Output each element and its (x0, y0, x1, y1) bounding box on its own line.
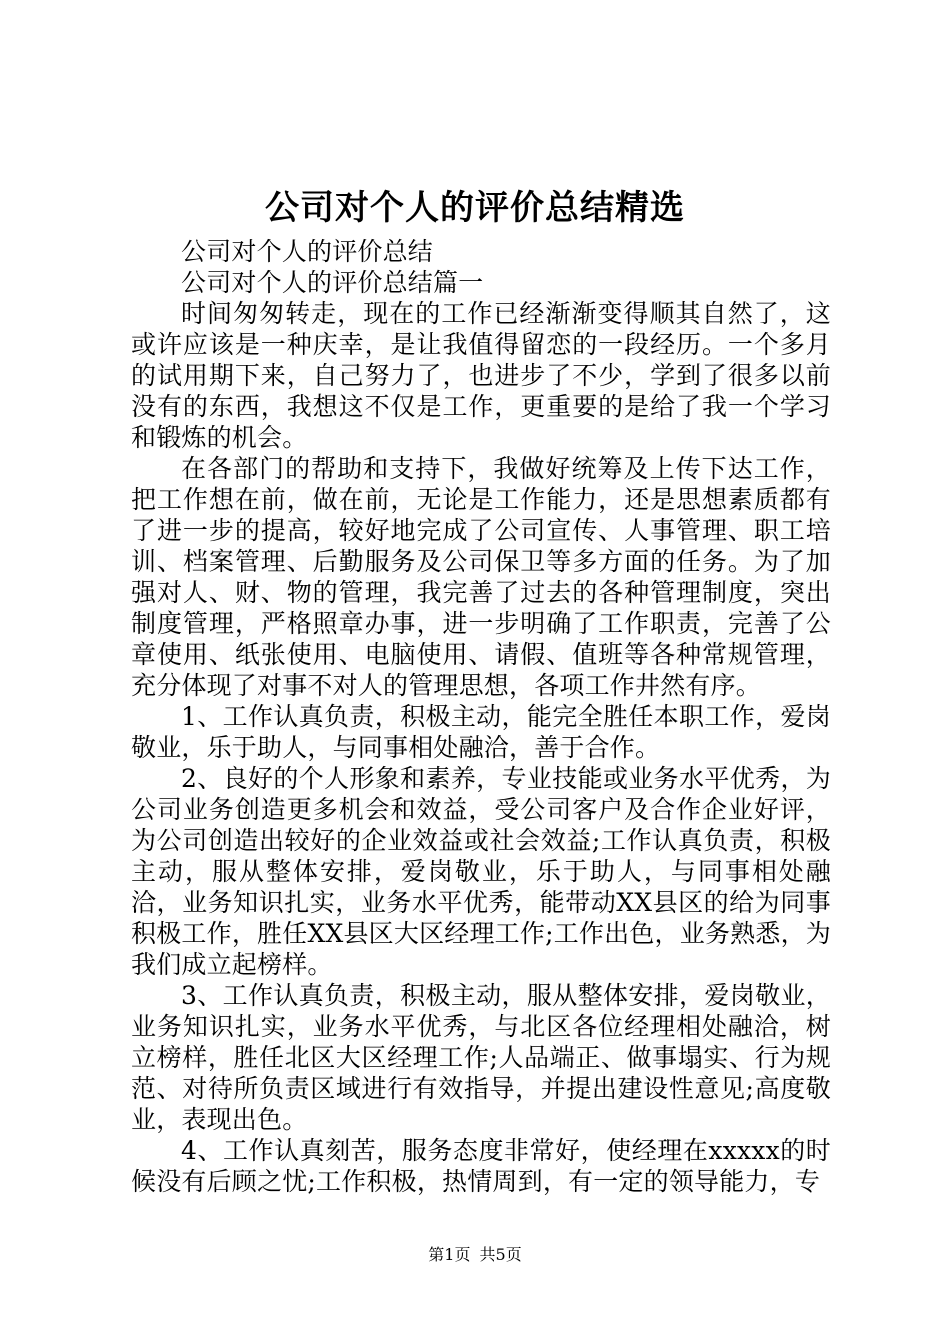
paragraph-item-3: 3、工作认真负责，积极主动，服从整体安排，爱岗敬业，业务知识扎实，业务水平优秀，与北区各位经理相处融洽，树立榜样，胜任北区大区经理工作;人品端正、做事塌实、行为规范、对待所负责区域进行有效指导，并提出建设性意见;高度敬业，表现出色。 (131, 981, 831, 1134)
paragraph-item-1: 1、工作认真负责，积极主动，能完全胜任本职工作，爱岗敬业，乐于助人，与同事相处融洽，善于合作。 (131, 702, 831, 762)
page-footer (0, 1244, 950, 1266)
paragraph-intro: 时间匆匆转走，现在的工作已经渐渐变得顺其自然了，这或许应该是一种庆幸，是让我值得留恋的一段经历。一个多月的试用期下来，自己努力了，也进步了不少，学到了很多以前没有的东西，我想这不仅是工作，更重要的是给了我一个学习和锻炼的机会。 (131, 299, 831, 452)
document-body (131, 236, 831, 1197)
paragraph-section-heading: 公司对个人的评价总结篇一 (181, 268, 484, 297)
page-number: 第1页 (428, 1245, 471, 1264)
paragraph-item-4: 4、工作认真刻苦，服务态度非常好，使经理在xxxxx的时候没有后顾之忧;工作积极，热情周到，有一定的领导能力，专 (131, 1136, 831, 1196)
page-total: 共5页 (479, 1245, 522, 1264)
page-title: 公司对个人的评价总结精选 (265, 188, 685, 228)
paragraph-subtitle: 公司对个人的评价总结 (181, 237, 434, 266)
paragraph-item-2: 2、良好的个人形象和素养，专业技能或业务水平优秀，为公司业务创造更多机会和效益，受公司客户及合作企业好评，为公司创造出较好的企业效益或社会效益;工作认真负责，积极主动，服从整体安排，爱岗敬业，乐于助人，与同事相处融洽，业务知识扎实，业务水平优秀，能带动XX县区的给为同事积极工作，胜任XX县区大区经理工作;工作出色，业务熟悉，为我们成立起榜样。 (131, 764, 831, 979)
paragraph-work-summary: 在各部门的帮助和支持下，我做好统筹及上传下达工作，把工作想在前，做在前，无论是工作能力，还是思想素质都有了进一步的提高，较好地完成了公司宣传、人事管理、职工培训、档案管理、后勤服务及公司保卫等多方面的任务。为了加强对人、财、物的管理，我完善了过去的各种管理制度，突出制度管理，严格照章办事，进一步明确了工作职责，完善了公章使用、纸张使用、电脑使用、请假、值班等各种常规管理，充分体现了对事不对人的管理思想，各项工作井然有序。 (131, 454, 831, 700)
